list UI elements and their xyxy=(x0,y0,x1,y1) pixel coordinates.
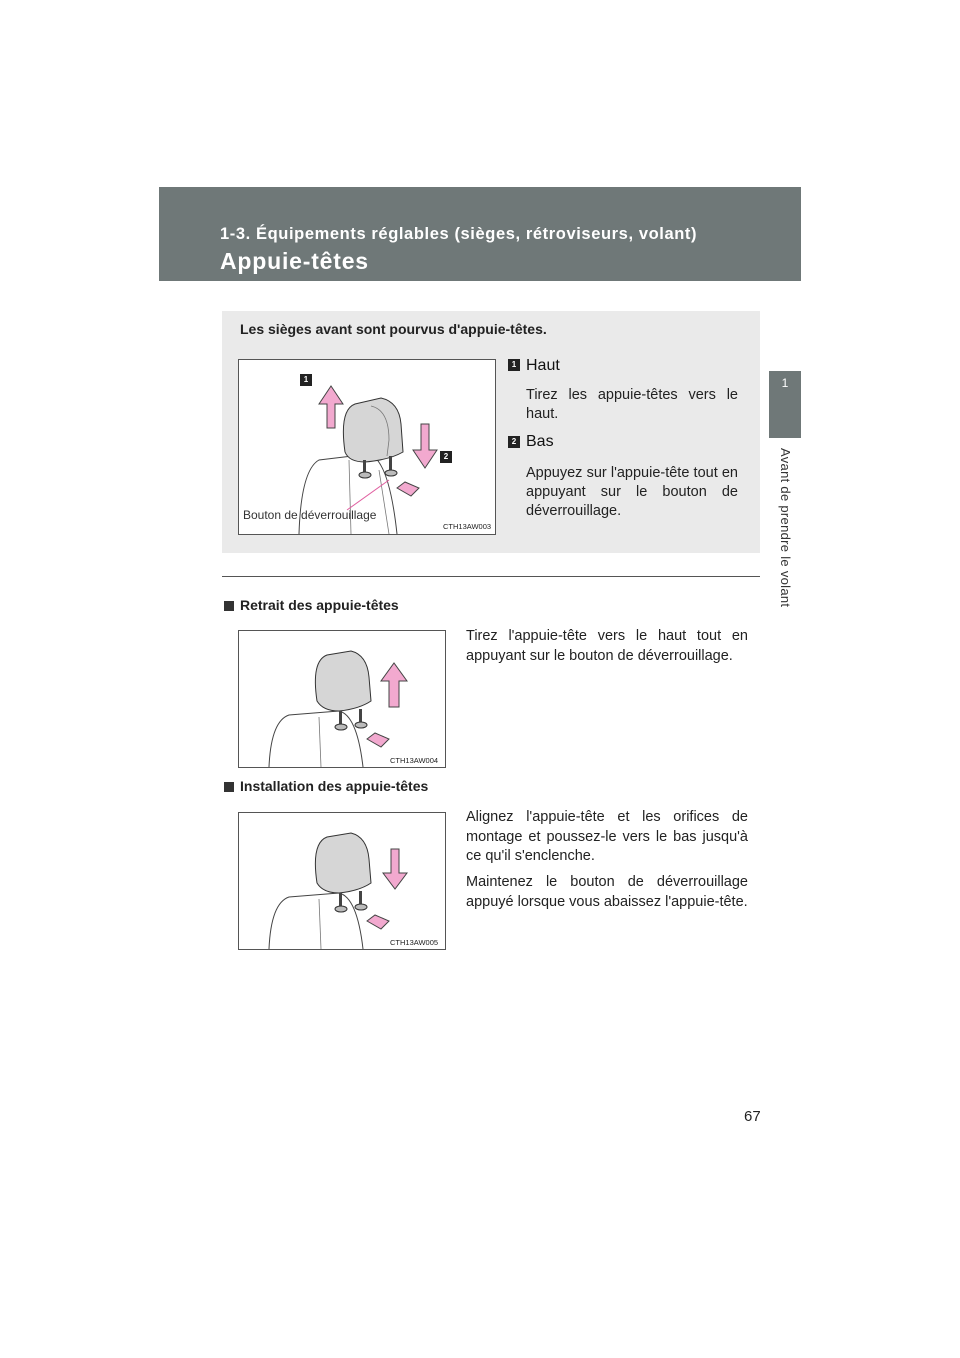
item-number: 2 xyxy=(508,436,520,448)
removal-heading: Retrait des appuie-têtes xyxy=(224,597,399,613)
marker-1: 1 xyxy=(300,374,312,386)
marker-2: 2 xyxy=(440,451,452,463)
item-number: 1 xyxy=(508,359,520,371)
illustration-code: CTH13AW005 xyxy=(390,938,439,947)
intro-text: Les sièges avant sont pourvus d'appuie-têtes. xyxy=(240,321,547,337)
item-description: Tirez les appuie-têtes vers le haut. xyxy=(526,387,738,422)
square-bullet-icon xyxy=(224,601,234,611)
chapter-tab xyxy=(769,371,801,438)
item-title: Bas xyxy=(526,433,554,450)
divider xyxy=(222,576,760,577)
removal-text: Tirez l'appuie-tête vers le haut tout en appuyant sur le bouton de déverrouillage. xyxy=(466,628,748,664)
page-number: 67 xyxy=(744,1108,761,1125)
square-bullet-icon xyxy=(224,782,234,792)
item-description: Appuyez sur l'appuie-tête tout en appuyant sur le bouton de déverrouillage. xyxy=(526,465,738,519)
chapter-number: 1 xyxy=(781,376,789,390)
installation-heading: Installation des appuie-têtes xyxy=(224,778,428,794)
headrest-installation-illustration xyxy=(238,812,446,950)
release-button-label: Bouton de déverrouillage xyxy=(243,508,377,522)
installation-text-2: Maintenez le bouton de déverrouillage appuyé lorsque vous abaissez l'appuie-tête. xyxy=(466,874,748,910)
headrest-removal-illustration xyxy=(238,630,446,768)
chapter-name: Avant de prendre le volant xyxy=(778,448,793,608)
illustration-code: CTH13AW004 xyxy=(390,756,439,765)
installation-text-1: Alignez l'appuie-tête et les orifices de montage et poussez-le vers le bas jusqu'à ce qu'il s'enclenche. xyxy=(466,809,748,864)
section-title: 1-3. Équipements réglables (sièges, rétroviseurs, volant) xyxy=(220,225,698,243)
page-title: Appuie-têtes xyxy=(220,248,369,274)
item-title: Haut xyxy=(526,357,560,374)
illustration-code: CTH13AW003 xyxy=(443,522,492,531)
